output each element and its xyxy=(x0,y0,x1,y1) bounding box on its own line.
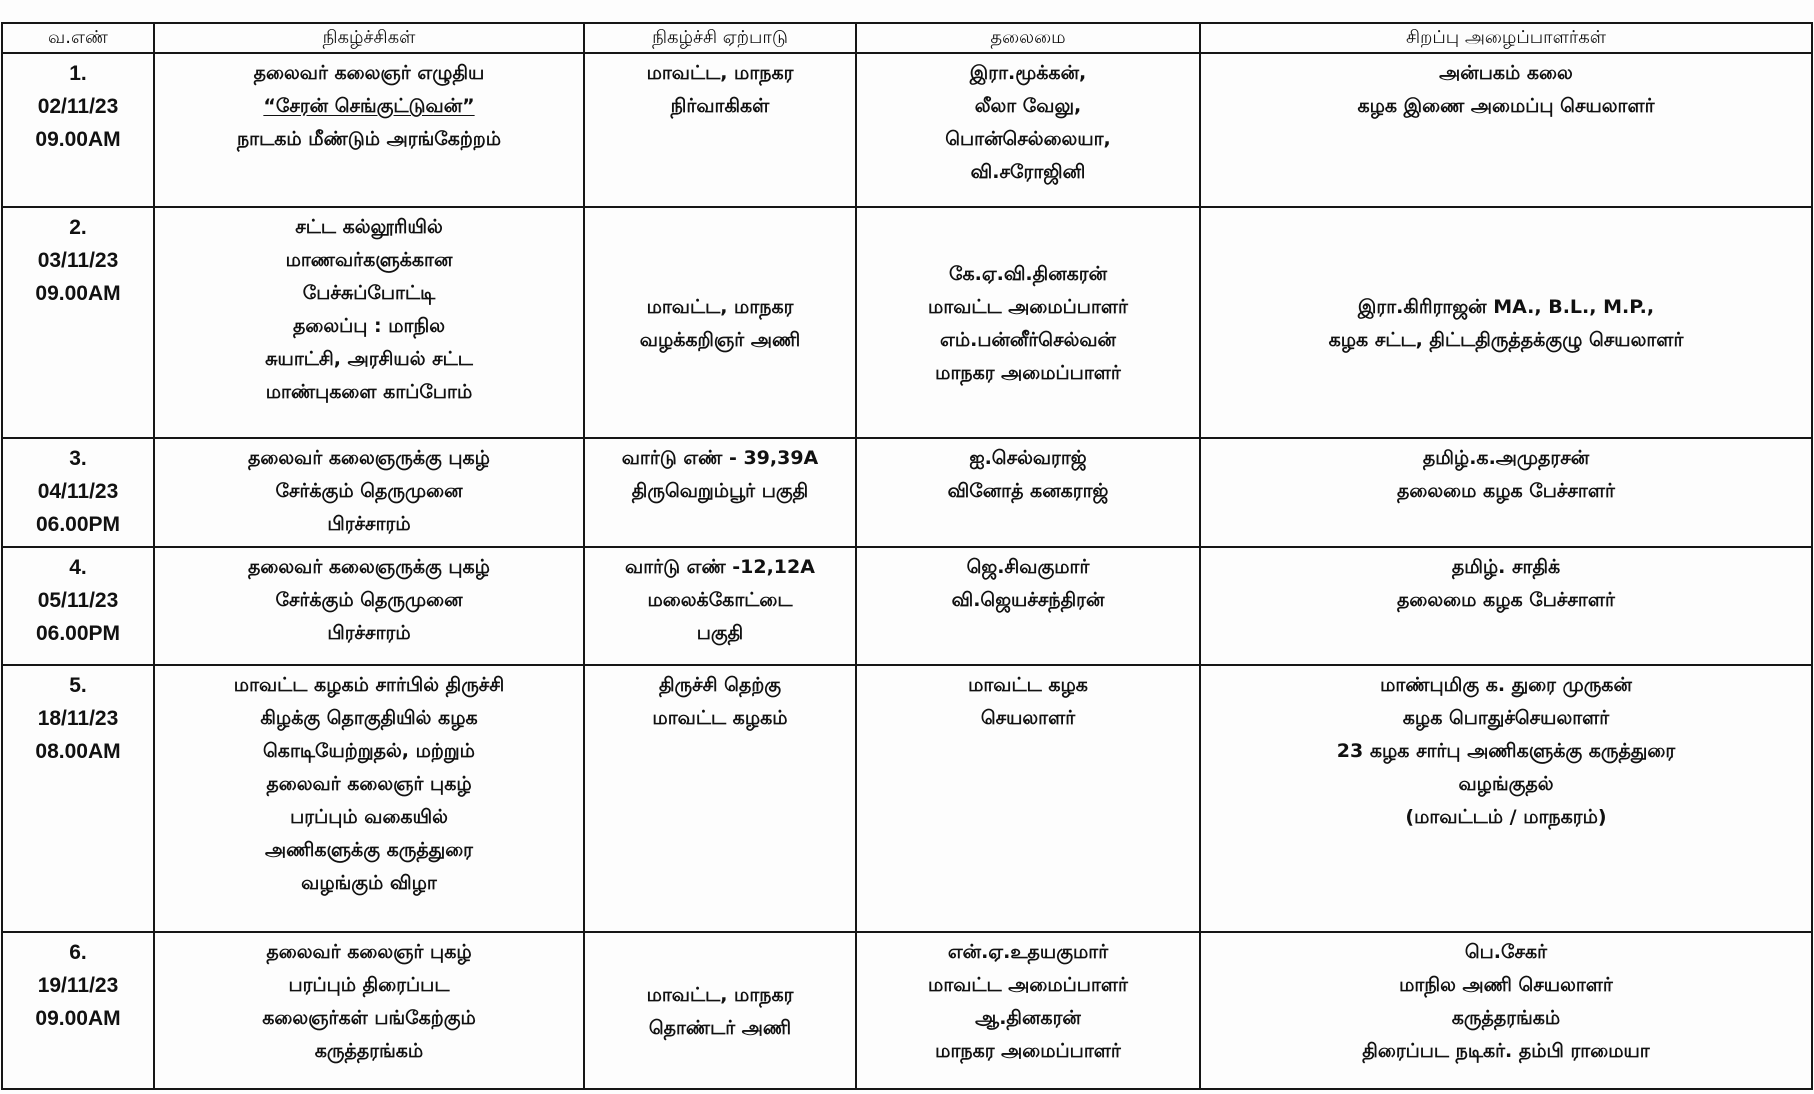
guest-line: (மாவட்டம் / மாநகரம்) xyxy=(1405,806,1607,828)
chair-cell xyxy=(856,932,1200,1089)
serial-number: 3. xyxy=(69,447,87,470)
table-row xyxy=(2,932,1812,1089)
serial-cell xyxy=(2,932,154,1089)
event-line: தலைவர் கலைஞருக்கு புகழ் xyxy=(248,556,490,578)
serial-number: 2. xyxy=(69,216,87,239)
event-line: வழங்கும் விழா xyxy=(301,872,437,894)
chair-line: கே.ஏ.வி.தினகரன் xyxy=(948,263,1108,285)
chair-cell xyxy=(856,547,1200,665)
event-time: 09.00AM xyxy=(35,1007,121,1030)
chair-line: மாவட்ட அமைப்பாளர் xyxy=(928,296,1128,318)
organizer-cell xyxy=(584,932,856,1089)
event-line: கருத்தரங்கம் xyxy=(314,1040,424,1062)
guest-line: மாண்புமிகு க. துரை முருகன் xyxy=(1380,674,1632,696)
event-line: தலைவர் கலைஞர் புகழ் xyxy=(266,773,472,795)
serial-cell xyxy=(2,547,154,665)
event-schedule-table xyxy=(1,22,1813,1090)
guest-line: பெ.சேகர் xyxy=(1464,941,1548,963)
organizer-line: நிர்வாகிகள் xyxy=(670,95,770,117)
event-cell xyxy=(154,53,584,207)
chair-cell xyxy=(856,665,1200,932)
header-number: வ.எண் xyxy=(2,23,154,53)
guests-cell xyxy=(1200,932,1812,1089)
chair-cell xyxy=(856,438,1200,547)
chair-line: மாநகர அமைப்பாளர் xyxy=(935,362,1121,384)
guest-line: தலைமை கழக பேச்சாளர் xyxy=(1397,480,1615,502)
chair-line: ஆ.தினகரன் xyxy=(975,1007,1081,1029)
event-cell xyxy=(154,207,584,438)
guest-line: வழங்குதல் xyxy=(1458,773,1554,795)
event-line: “சேரன் செங்குட்டுவன்” xyxy=(263,95,475,117)
guest-line: இரா.கிரிராஜன் MA., B.L., M.P., xyxy=(1357,296,1655,318)
table-row xyxy=(2,438,1812,547)
chair-line: வினோத் கனகராஜ் xyxy=(947,480,1109,502)
event-line: சட்ட கல்லூரியில் xyxy=(295,216,443,238)
event-cell xyxy=(154,665,584,932)
event-cell xyxy=(154,547,584,665)
chair-cell xyxy=(856,53,1200,207)
table-row xyxy=(2,665,1812,932)
organizer-line: மாவட்ட, மாநகர xyxy=(646,296,794,318)
serial-number: 6. xyxy=(69,941,87,964)
chair-line: இரா.மூக்கன், xyxy=(969,62,1087,84)
organizer-cell xyxy=(584,547,856,665)
event-date: 04/11/23 xyxy=(37,480,119,503)
guests-cell xyxy=(1200,53,1812,207)
guest-line: தலைமை கழக பேச்சாளர் xyxy=(1397,589,1615,611)
organizer-line: மாவட்ட, மாநகர xyxy=(646,62,794,84)
guests-cell xyxy=(1200,438,1812,547)
table-row xyxy=(2,53,1812,207)
chair-line: ஐ.செல்வராஜ் xyxy=(969,447,1087,469)
event-line: நாடகம் மீண்டும் அரங்கேற்றம் xyxy=(236,128,502,150)
chair-line: என்.ஏ.உதயகுமார் xyxy=(947,941,1109,963)
event-line: மாணவர்களுக்கான xyxy=(285,249,453,271)
organizer-line: தொண்டர் அணி xyxy=(648,1017,792,1039)
organizer-line: மாவட்ட, மாநகர xyxy=(646,984,794,1006)
chair-line: மாவட்ட அமைப்பாளர் xyxy=(928,974,1128,996)
serial-cell xyxy=(2,438,154,547)
serial-number: 5. xyxy=(69,674,87,697)
guest-line: கழக பொதுச்செயலாளர் xyxy=(1402,707,1610,729)
event-time: 09.00AM xyxy=(35,282,121,305)
organizer-line: மலைக்கோட்டை xyxy=(647,589,793,611)
event-line: பரப்பும் வகையில் xyxy=(290,806,448,828)
organizer-line: வழக்கறிஞர் அணி xyxy=(639,329,801,351)
event-time: 06.00PM xyxy=(35,513,121,536)
organizer-cell xyxy=(584,438,856,547)
chair-line: எம்.பன்னீர்செல்வன் xyxy=(940,329,1116,351)
serial-number: 4. xyxy=(69,556,87,579)
event-line: கிழக்கு தொகுதியில் கழக xyxy=(260,707,478,729)
guests-cell xyxy=(1200,547,1812,665)
event-line: தலைவர் கலைஞருக்கு புகழ் xyxy=(248,447,490,469)
event-date: 03/11/23 xyxy=(37,249,119,272)
event-date: 02/11/23 xyxy=(37,95,119,118)
organizer-line: வார்டு எண் -12,12A xyxy=(625,556,815,578)
header-guests: சிறப்பு அழைப்பாளர்கள் xyxy=(1200,23,1812,53)
header-row xyxy=(2,23,1812,53)
chair-line: லீலா வேலு, xyxy=(974,95,1082,117)
serial-cell xyxy=(2,53,154,207)
guests-cell xyxy=(1200,665,1812,932)
organizer-line: மாவட்ட கழகம் xyxy=(652,707,788,729)
guest-line: அன்பகம் கலை xyxy=(1439,62,1573,84)
event-line: மாவட்ட கழகம் சார்பில் திருச்சி xyxy=(233,674,505,696)
table-row xyxy=(2,207,1812,438)
serial-number: 1. xyxy=(69,62,87,85)
guests-cell xyxy=(1200,207,1812,438)
serial-cell xyxy=(2,207,154,438)
serial-cell xyxy=(2,665,154,932)
event-time: 09.00AM xyxy=(35,128,121,151)
event-line: பரப்பும் திரைப்பட xyxy=(288,974,450,996)
organizer-cell xyxy=(584,53,856,207)
guest-line: கழக சட்ட, திட்டதிருத்தக்குழு செயலாளர் xyxy=(1328,329,1684,351)
header-organizer: நிகழ்ச்சி ஏற்பாடு xyxy=(584,23,856,53)
chair-line: ஜெ.சிவகுமார் xyxy=(966,556,1090,578)
guest-line: மாநில அணி செயலாளர் xyxy=(1399,974,1613,996)
event-line: சேர்க்கும் தெருமுனை xyxy=(275,480,463,502)
event-cell xyxy=(154,438,584,547)
guest-line: தமிழ்.க.அமுதரசன் xyxy=(1422,447,1590,469)
event-line: சேர்க்கும் தெருமுனை xyxy=(275,589,463,611)
event-line: தலைப்பு : மாநில xyxy=(293,315,445,337)
guest-line: கருத்தரங்கம் xyxy=(1451,1007,1561,1029)
event-line: அணிகளுக்கு கருத்துரை xyxy=(265,839,473,861)
event-line: பேச்சுப்போட்டி xyxy=(302,282,436,304)
table-row xyxy=(2,547,1812,665)
event-date: 18/11/23 xyxy=(37,707,119,730)
chair-line: செயலாளர் xyxy=(980,707,1076,729)
chair-line: மாவட்ட கழக xyxy=(968,674,1088,696)
event-line: கொடியேற்றுதல், மற்றும் xyxy=(263,740,475,762)
chair-line: வி.ஜெயச்சந்திரன் xyxy=(951,589,1105,611)
organizer-cell xyxy=(584,207,856,438)
organizer-cell xyxy=(584,665,856,932)
header-event: நிகழ்ச்சிகள் xyxy=(154,23,584,53)
event-line: மாண்புகளை காப்போம் xyxy=(265,381,473,403)
event-time: 06.00PM xyxy=(35,622,121,645)
event-line: கலைஞர்கள் பங்கேற்கும் xyxy=(262,1007,476,1029)
guest-line: 23 கழக சார்பு அணிகளுக்கு கருத்துரை xyxy=(1336,740,1676,762)
guest-line: திரைப்பட நடிகர். தம்பி ராமையா xyxy=(1362,1040,1650,1062)
chair-cell xyxy=(856,207,1200,438)
event-date: 19/11/23 xyxy=(37,974,119,997)
event-date: 05/11/23 xyxy=(37,589,119,612)
event-line: தலைவர் கலைஞர் புகழ் xyxy=(266,941,472,963)
chair-line: வி.சரோஜினி xyxy=(970,161,1086,183)
event-line: பிரச்சாரம் xyxy=(327,622,411,644)
organizer-line: பகுதி xyxy=(696,622,744,644)
event-cell xyxy=(154,932,584,1089)
event-time: 08.00AM xyxy=(35,740,121,763)
header-chair: தலைமை xyxy=(856,23,1200,53)
organizer-line: திருச்சி தெற்கு xyxy=(658,674,782,696)
guest-line: தமிழ். சாதிக் xyxy=(1451,556,1561,578)
organizer-line: வார்டு எண் - 39,39A xyxy=(621,447,819,469)
chair-line: பொன்செல்லையா, xyxy=(945,128,1111,150)
guest-line: கழக இணை அமைப்பு செயலாளர் xyxy=(1357,95,1655,117)
chair-line: மாநகர அமைப்பாளர் xyxy=(935,1040,1121,1062)
event-line: சுயாட்சி, அரசியல் சட்ட xyxy=(265,348,473,370)
event-line: தலைவர் கலைஞர் எழுதிய xyxy=(253,62,485,84)
organizer-line: திருவெறும்பூர் பகுதி xyxy=(631,480,809,502)
event-line: பிரச்சாரம் xyxy=(327,513,411,535)
